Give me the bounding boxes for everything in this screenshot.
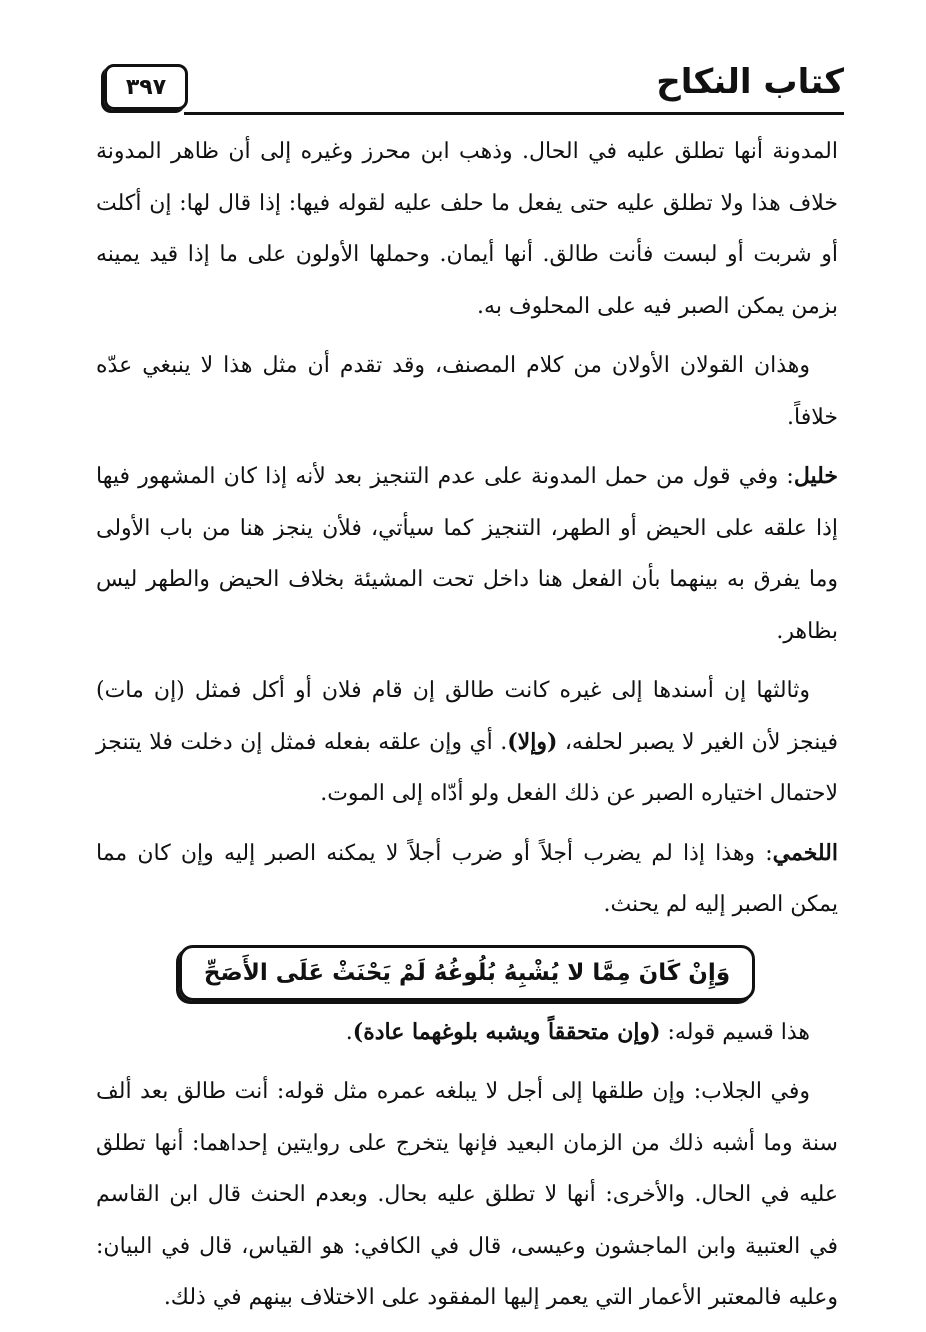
paragraph-text: هذا قسيم قوله: — [660, 1019, 810, 1045]
matn-quote: (وإلا) — [507, 728, 558, 755]
paragraph-text: : وفي قول من حمل المدونة على عدم التنجيز بعد لأنه إذا كان المشهور فيها إذا علقه على الحيض أو الطهر، التنجيز كما سيأتي، فلأن ينجز هنا من باب الأولى وما يفرق به بينهما بأن الفعل هنا داخل تحت المشيئة بخلاف الحيض والطهر ليس بظاهر. — [96, 464, 838, 644]
paragraph: المدونة أنها تطلق عليه في الحال. وذهب ابن محرز وغيره إلى أن ظاهر المدونة خلاف هذا ولا تطلق عليه حتى يفعل ما حلف عليه لقوله فيها: إذا قال لها: إن أكلت أو شربت أو لبست فأنت طالق. أنها أيمان. وحملها الأولون على ما إذا قيد يمينه بزمن يمكن الصبر فيه على المحلوف به. — [96, 139, 838, 319]
matn-container — [96, 945, 838, 1001]
header-rule — [184, 112, 844, 115]
paragraph — [96, 1007, 838, 1059]
paragraph: وفي الجلاب: وإن طلقها إلى أجل لا يبلغه عمره مثل قوله: أنت طالق بعد ألف سنة وما أشبه ذلك من الزمان البعيد فإنها يتخرج على روايتين إحداهما: أنها تطلق عليه في الحال. والأخرى: أنها لا تطلق عليه بحال. وبعدم الحنث قال ابن القاسم في العتبية وابن الماجشون وعيسى، قال في الكافي: هو القياس، قال في البيان: وعليه فالمعتبر الأعمار التي يعمر إليها المفقود على الاختلاف بينهم في ذلك. — [96, 1079, 838, 1310]
paragraph-text: وثالثها إن أسندها إلى غيره كانت طالق إن قام فلان أو أكل فمثل (إن مات) فينجز لأن الغير لا يصبر لحلفه، — [96, 678, 838, 755]
paragraph — [96, 451, 838, 657]
matn-box: وَإِنْ كَانَ مِمَّا لا يُشْبِهُ بُلُوغُهُ لَمْ يَحْنَثْ عَلَى الأَصَحِّ — [179, 945, 755, 1001]
paragraph — [96, 828, 838, 931]
paragraph — [96, 665, 838, 820]
page-header — [96, 62, 844, 118]
book-title: كتاب النكاح — [656, 62, 844, 102]
paragraph-text: . — [345, 1019, 353, 1045]
paragraph-text: : وهذا إذا لم يضرب أجلاً أو ضرب أجلاً لا يمكنه الصبر إليه وإن كان مما يمكن الصبر إليه لم يحنث. — [96, 840, 838, 917]
scholar-label: اللخمي — [772, 839, 838, 866]
paragraph-text: . أي وإن علقه بفعله فمثل إن دخلت فلا يتنجز لاحتمال اختياره الصبر عن ذلك الفعل ولو أدّاه إلى الموت. — [96, 729, 838, 806]
scholar-label: خليل — [793, 463, 838, 489]
page-number: ٣٩٧ — [104, 64, 188, 110]
paragraph: وهذان القولان الأولان من كلام المصنف، وقد تقدم أن مثل هذا لا ينبغي عدّه خلافاً. — [96, 353, 838, 430]
page-body — [96, 126, 838, 1332]
matn-quote: (وإن متحققاً ويشبه بلوغهما عادة) — [352, 1018, 661, 1045]
